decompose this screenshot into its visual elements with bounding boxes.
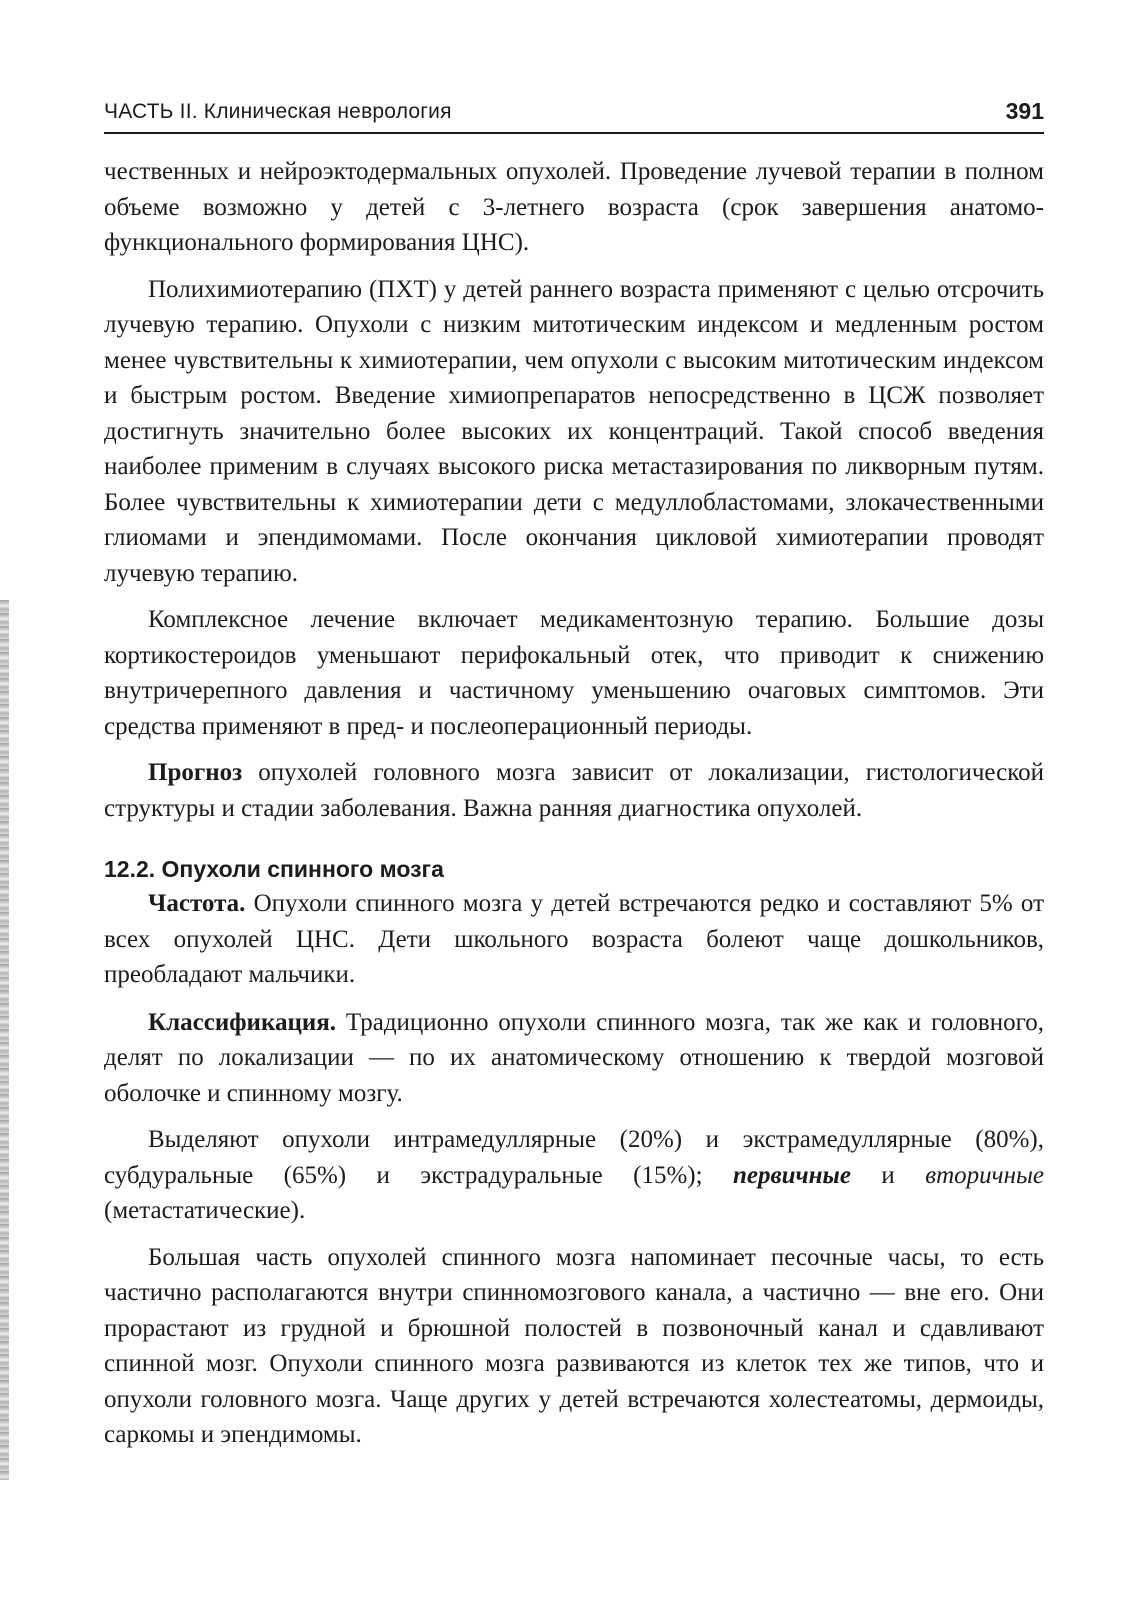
term-primary: первичные <box>732 1161 851 1189</box>
paragraph-prognosis <box>104 755 1044 826</box>
paragraph-hourglass: Большая часть опухолей спинного мозга напоминает песочные часы, то есть частично располагаются внутри спинномозгового канала, а частично — вне его. Они прорастают из грудной и брюшной полостей в позвоночный канал и сдавливают спинной мозг. Опухоли спинного мозга развиваются из клеток тех же типов, что и опухоли головного мозга. Чаще других у детей встречаются холестеатомы, дермоиды, саркомы и эпендимомы. <box>104 1243 1044 1448</box>
page-number: 391 <box>1005 98 1044 124</box>
paragraph-tumor-types <box>104 1122 1044 1229</box>
paragraph-classification-text: Традиционно опухоли спинного мозга, так же как и головного, делят по локализации — по их анатомическому отношению к твердой мозговой оболочке и спинному мозгу. <box>104 1008 1044 1107</box>
paragraph-frequency <box>104 886 1044 993</box>
tumor-types-text-c: (метастатические). <box>104 1197 306 1224</box>
term-frequency: Частота. <box>148 890 246 917</box>
term-classification: Классификация. <box>148 1008 337 1036</box>
paragraph-polychemotherapy: Полихимиотерапию (ПХТ) у детей раннего возраста применяют с целью отсрочить лучевую терапию. Опухоли с низким митотическим индексом и медленным ростом менее чувствительны к химиотерапии, чем опухоли с высоким митотическим индексом и быстрым ростом. Введение химиопрепаратов непосредственно в ЦСЖ позволяет достигнуть значительно более высоких их концентраций. Такой способ введения наиболее применим в случаях высокого риска метастазирования по ликворным путям. Более чувствительны к химиотерапии дети с медуллобластомами, злокачественными глиомами и эпендимомами. После окончания цикловой химиотерапии проводят лучевую терапию. <box>104 275 1044 587</box>
term-prognosis: Прогноз <box>148 759 243 786</box>
paragraph-complex-treatment: Комплексное лечение включает медикаментозную терапию. Большие дозы кортикостероидов уменьшают перифокальный отек, что приводит к снижению внутричерепного давления и частичному уменьшению очаговых симптомов. Эти средства применяют в пред- и послеоперационный периоды. <box>104 606 1044 740</box>
running-head: ЧАСТЬ II. Клиническая неврология <box>104 100 452 123</box>
paragraph-prognosis-text: опухолей головного мозга зависит от локализации, гистологической структуры и стадии заболевания. Важна ранняя диагностика опухолей. <box>104 759 1044 822</box>
term-secondary: вторичные <box>925 1161 1044 1189</box>
paragraph-classification <box>104 1005 1044 1112</box>
tumor-types-text-a: Выделяют опухоли интрамедуллярные (20%) и экстрамедуллярные (80%), субдуральные (65%) и экстрадуральные (15%); <box>104 1126 1044 1189</box>
section-heading: 12.2. Опухоли спинного мозга <box>104 856 444 882</box>
page-header <box>104 98 1044 134</box>
tumor-types-text-b: и <box>851 1161 926 1189</box>
scan-edge-artifact <box>0 600 9 1480</box>
paragraph-frequency-text: Опухоли спинного мозга у детей встречаются редко и составляют 5% от всех опухолей ЦНС. Дети школьного возраста болеют чаще дошкольников, преобладают мальчики. <box>104 890 1044 988</box>
paragraph-continuation: чественных и нейроэктодермальных опухолей. Проведение лучевой терапии в полном объеме возможно у детей с 3-летнего возраста (срок завершения анатомо-функционального формирования ЦНС). <box>104 158 1044 256</box>
page-body <box>104 154 1044 1464</box>
